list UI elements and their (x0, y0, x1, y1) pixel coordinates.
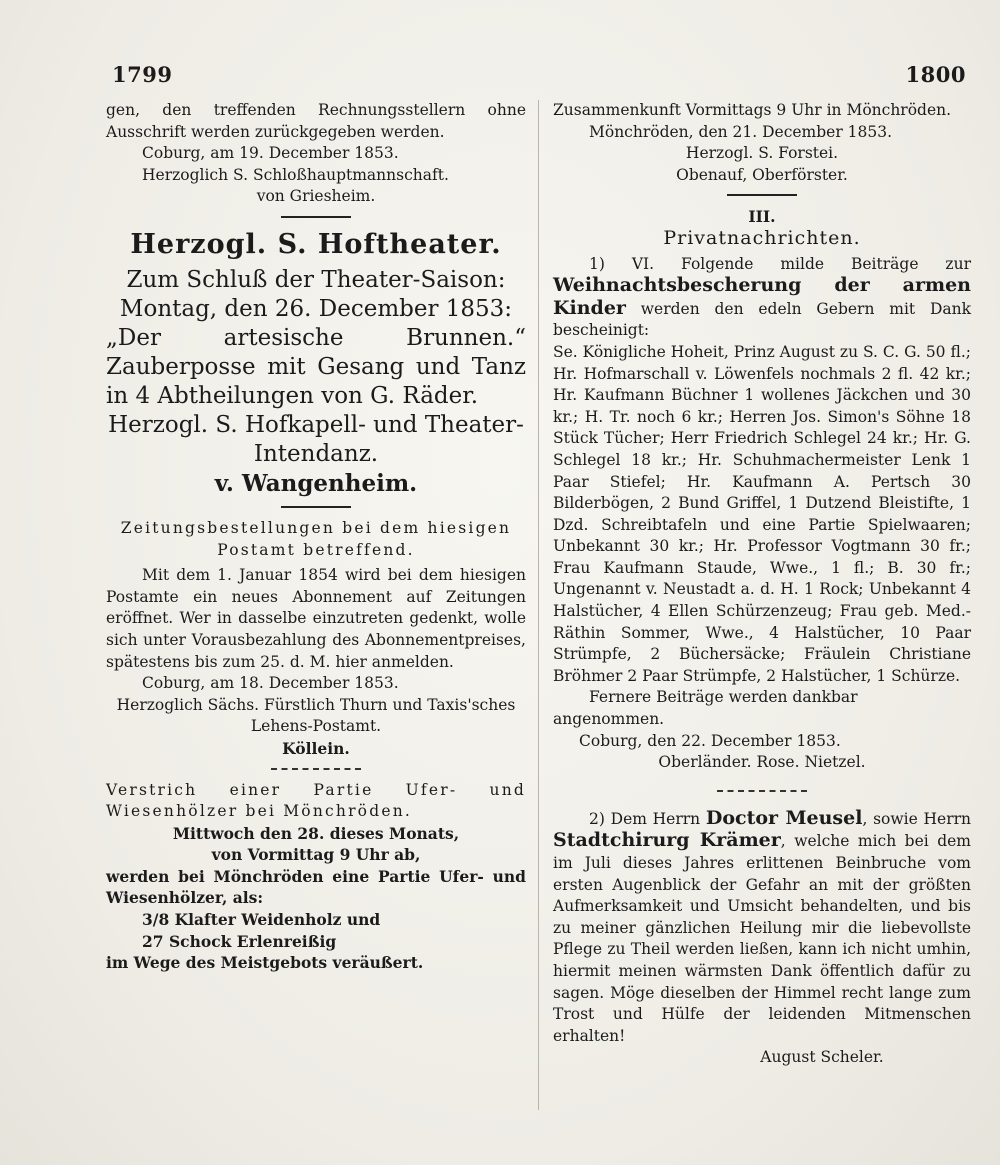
page-number-left: 1799 (112, 62, 173, 87)
donations-list: Se. Königliche Hoheit, Prinz August zu S. C. G. 50 fl.; Hr. Hofmarschall v. Löwenfels nochmals 2 fl. 42 kr.; Hr. Kaufmann Büchner 1 wollenes Jäckchen und 30 kr.; H. Tr. noch 6 kr.; Herren Jos. Simon's Söhne 18 Stück Tücher; Herr Friedrich Schlegel 24 kr.; Hr. G. Schlegel 18 kr.; Hr. Schuhmachermeister Lenk 1 Paar Stiefel; Hr. Kaufmann A. Pertsch 30 Bilderbögen, 2 Bund Griffel, 1 Dutzend Bleistifte, 1 Dzd. Schreibtafeln und eine Partie Spielwaaren; Unbekannt 30 kr.; Hr. Professor Vogtmann 30 fr.; Frau Kaufmann Staude, Wwe., 1 fl.; B. 30 fr.; Ungenannt v. Neustadt a. d. H. 1 Rock; Unbekannt 4 Halstücher, 4 Ellen Schürzenzeug; Frau geb. Med.-Räthin Sommer, Wwe., 4 Halstücher, 10 Paar Strümpfe, 2 Büchersäcke; Fräulein Christiane Bröhmer 2 Paar Strümpfe, 2 Halstücher, 1 Schürze. (553, 342, 971, 685)
theater-heading: Herzogl. S. Hoftheater. (130, 228, 502, 260)
ufer-line-auction: im Wege des Meistgebots veräußert. (106, 953, 424, 973)
donations-date: Coburg, den 22. December 1853. (579, 731, 841, 750)
section-number: III. (748, 207, 776, 227)
ufer-item-willow: 3/8 Klafter Weidenholz und (142, 910, 381, 930)
theater-signature-office: Herzogl. S. Hofkapell- und Theater-Intendanz. (108, 411, 524, 467)
separator-rule (281, 216, 351, 218)
right-column (553, 100, 971, 1069)
post-date: Coburg, am 18. December 1853. (142, 674, 399, 693)
column-divider (538, 100, 539, 1110)
ufer-line-text: werden bei Mönchröden eine Partie Ufer- und Wiesenhölzer, als: (106, 866, 526, 908)
notice-date: Coburg, am 19. December 1853. (142, 144, 399, 163)
notice-continuation: gen, den treffenden Rechnungsstellern ohne Ausschrift werden zurückgegeben werden. (106, 101, 526, 141)
forest-signature-name: Obenauf, Oberförster. (676, 165, 848, 184)
thanks-surgeon: Stadtchirurg Krämer (553, 829, 781, 852)
ufer-line-date: Mittwoch den 28. dieses Monats, (172, 823, 460, 843)
separator-rule (717, 790, 807, 792)
thanks-middle: , sowie Herrn (862, 809, 971, 828)
forest-notice: Zusammenkunft Vormittags 9 Uhr in Mönchröden. (553, 101, 952, 119)
theater-line-season: Zum Schluß der Theater-Saison: (126, 266, 506, 293)
donations-intro-bold: Weihnachtsbescherung der armen Kinder (553, 274, 971, 319)
post-signature-office: Herzoglich Sächs. Fürstlich Thurn und Taxis'sches Lehens-Postamt. (116, 695, 516, 736)
donations-intro-end: werden den edeln Gebern mit Dank bescheinigt: (553, 299, 971, 340)
donations-more: Fernere Beiträge werden dankbar angenommen. (553, 688, 858, 729)
forest-signature-office: Herzogl. S. Forstei. (685, 144, 839, 163)
separator-rule (727, 194, 797, 196)
thanks-end: , welche mich bei dem im Juli dieses Jahres erlittenen Beinbruche vom ersten Augenblick der Gefahr an mit der größten Aufmerksamkeit und Umsicht behandelten, und bis zu meiner gänzlichen Heilung mir die liebevollste Pflege zu Theil werden ließen, kann ich nicht umhin, hiermit meinen wärmsten Dank öffentlich dafür zu sagen. Möge dieselben der Himmel recht lange zum Trost und Hülfe der leidenden Mitmenschen erhalten! (553, 832, 971, 1045)
post-heading: Zeitungsbestellungen bei dem hiesigen Postamt betreffend. (120, 518, 512, 559)
donations-intro-start: 1) VI. Folgende milde Beiträge zur (589, 254, 971, 273)
section-title: Privatnachrichten. (663, 226, 861, 249)
thanks-start: 2) Dem Herrn (589, 809, 706, 828)
notice-signature-office: Herzoglich S. Schloßhauptmannschaft. (142, 165, 449, 184)
notice-signature-name: von Griesheim. (256, 187, 376, 206)
ufer-line-time: von Vormittag 9 Uhr ab, (211, 845, 421, 865)
thanks-doctor: Doctor Meusel (705, 806, 863, 829)
theater-signature-name: v. Wangenheim. (214, 469, 418, 497)
post-signature-name: Köllein. (282, 738, 350, 758)
forest-date: Mönchröden, den 21. December 1853. (589, 122, 893, 141)
post-body: Mit dem 1. Januar 1854 wird bei dem hiesigen Postamte ein neues Abonnement auf Zeitungen eröffnet. Wer in dasselbe einzutreten gedenkt, wolle sich unter Vorausbezahlung des Abonnementpreises, spätestens bis zum 25. d. M. hier anmelden. (106, 566, 526, 671)
ufer-item-alder: 27 Schock Erlenreißig (142, 931, 337, 951)
donations-signatures: Oberländer. Rose. Nietzel. (658, 753, 866, 772)
separator-rule (271, 768, 361, 770)
left-column (106, 100, 526, 974)
theater-line-date: Montag, den 26. December 1853: (119, 295, 513, 322)
donations-intro (553, 254, 971, 342)
thanks-signature: August Scheler. (760, 1048, 884, 1067)
page-number-right: 1800 (905, 62, 966, 87)
ufer-heading: Verstrich einer Partie Ufer- und Wiesenhölzer bei Mönchröden. (106, 780, 526, 821)
separator-rule (281, 506, 351, 508)
theater-line-play: „Der artesische Brunnen.“ Zauberposse mit Gesang und Tanz in 4 Abtheilungen von G. Räder. (106, 324, 526, 409)
thanks-text (553, 808, 971, 1048)
